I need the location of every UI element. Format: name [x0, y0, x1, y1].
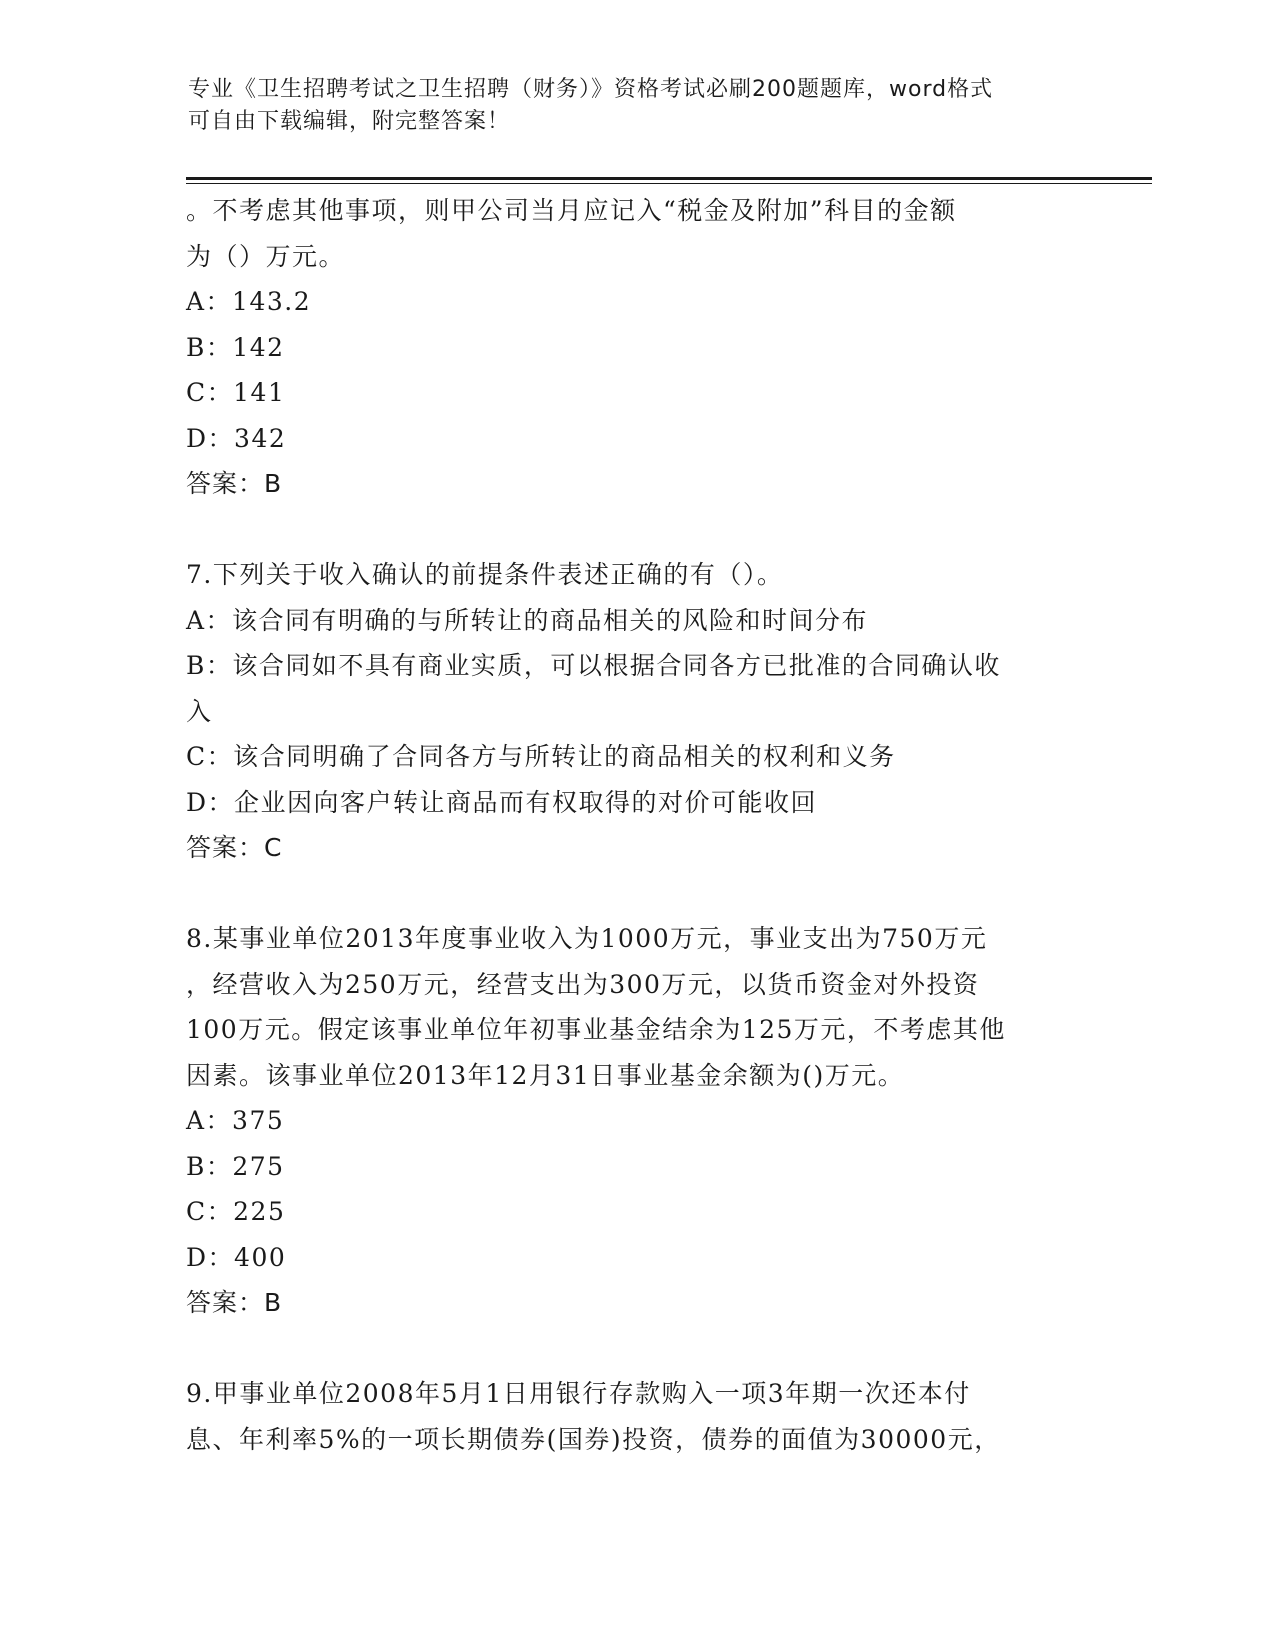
spacer — [186, 507, 1086, 553]
question-stem-line: 7.下列关于收入确认的前提条件表述正确的有（）。 — [186, 560, 784, 589]
option-d: D：342 — [186, 423, 287, 453]
question-stem-line: 因素。该事业单位2013年12月31日事业基金余额为()万元。 — [186, 1060, 905, 1090]
question-stem-line: 为（）万元。 — [186, 241, 346, 271]
header-divider-thin — [186, 183, 1152, 184]
page-header — [188, 74, 1088, 138]
spacer — [186, 1326, 1086, 1372]
option-d: D：400 — [186, 1242, 287, 1272]
option-b: B：275 — [186, 1151, 285, 1181]
question-list — [186, 188, 1086, 1462]
header-title-line-1: 专业《卫生招聘考试之卫生招聘（财务）》资格考试必刷200题题库，word格式 — [188, 77, 994, 102]
question-stem-line: 9.甲事业单位2008年5月1日用银行存款购入一项3年期一次还本付 — [186, 1379, 971, 1408]
answer-line: 答案：B — [186, 469, 283, 498]
question-block-9 — [186, 1371, 1086, 1462]
option-b: B：142 — [186, 332, 285, 362]
question-stem-line: 息、年利率5%的一项长期债券(国券)投资，债券的面值为30000元， — [186, 1424, 1001, 1454]
question-block-8 — [186, 916, 1086, 1326]
header-divider-thick — [186, 177, 1152, 180]
option-c: C：141 — [186, 378, 286, 407]
question-block-6 — [186, 188, 1086, 507]
option-d: D：企业因向客户转让商品而有权取得的对价可能收回 — [186, 787, 818, 817]
option-c: C：该合同明确了合同各方与所转让的商品相关的权利和义务 — [186, 742, 896, 771]
answer-line: 答案：C — [186, 833, 283, 862]
spacer — [186, 871, 1086, 917]
option-b-continued: 入 — [186, 696, 213, 726]
option-a: A：143.2 — [186, 287, 312, 316]
option-a: A：该合同有明确的与所转让的商品相关的风险和时间分布 — [186, 605, 869, 635]
header-title-line-2: 可自由下载编辑，附完整答案！ — [188, 109, 511, 134]
question-stem-line: 8.某事业单位2013年度事业收入为1000万元，事业支出为750万元 — [186, 924, 988, 953]
option-a: A：375 — [186, 1106, 285, 1135]
option-c: C：225 — [186, 1197, 286, 1226]
question-stem-line: ，经营收入为250万元，经营支出为300万元，以货币资金对外投资 — [186, 969, 980, 999]
question-stem-line: 100万元。假定该事业单位年初事业基金结余为125万元，不考虑其他 — [186, 1015, 1006, 1044]
answer-line: 答案：B — [186, 1288, 283, 1317]
option-b: B：该合同如不具有商业实质，可以根据合同各方已批准的合同确认收 — [186, 651, 1001, 680]
question-block-7 — [186, 552, 1086, 871]
question-stem-line: 。不考虑其他事项，则甲公司当月应记入“税金及附加”科目的金额 — [186, 196, 957, 225]
